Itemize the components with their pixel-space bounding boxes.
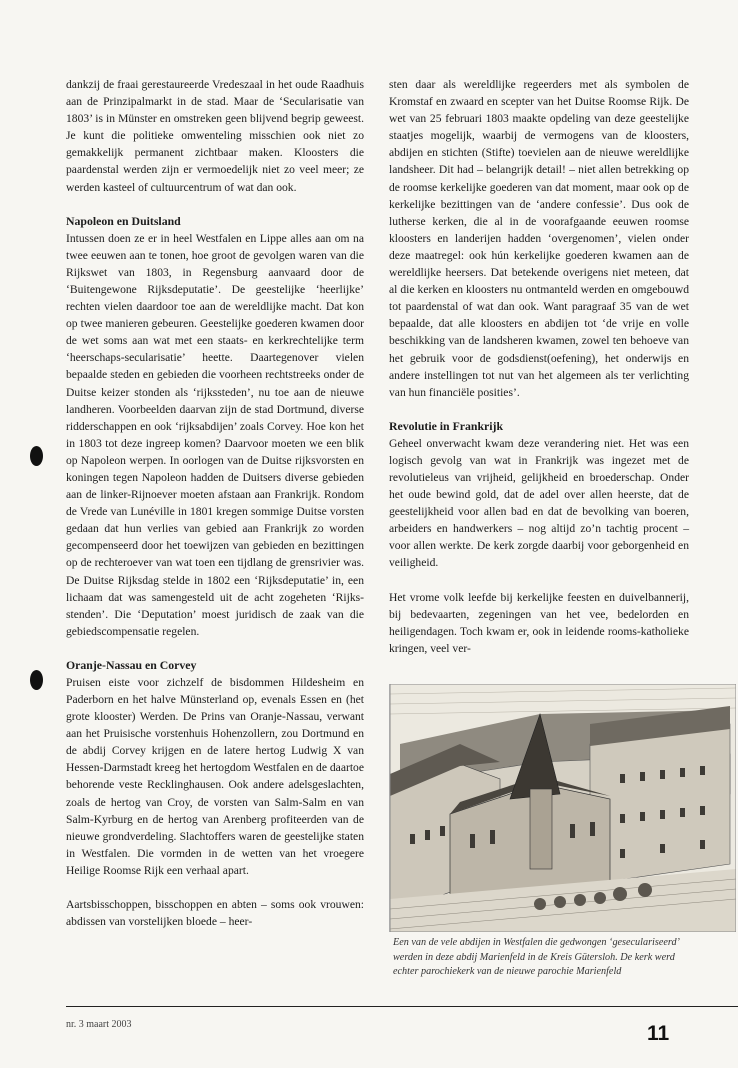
paragraph: Geheel onverwacht kwam deze verandering niet. Het was een logisch gevolg van wat in Frankrijk was ingezet met de revolutieleus van vrijheid, gelijkheid en broederschap. Onder het oude bewind gold, dat de adel over allen heerste, dat de geestelijkheid voor allen bad en dat de bevolking van boeren, arbeiders en handwerkers – nog altijd zo’n tachtig procent – voor allen werkte. De kerk zorgde daarbij voor geborgenheid en veiligheid. <box>389 436 689 570</box>
paragraph: dankzij de fraai gerestaureerde Vredeszaal in het oude Raadhuis aan de Prinzipalmarkt in de stad. Maar de ‘Secularisatie van 1803’ is in Münster en omstreken geen blijvend begrip geweest. Je kunt die politieke omwenteling misschien ook niet zo gemakkelijk permanent zichtbaar maken. Kloosters die paardenstal werden zijn er vermoedelijk niet zo veel meer; ze werden kasteel of cultuurcentrum of wat dan ook. <box>66 78 364 194</box>
paragraph: Intussen doen ze er in heel Westfalen en Lippe alles aan om na twee eeuwen aan te tonen, hoe groot de gevolgen waren van die Rijkswet van 1803, in Regensburg aanvaard door de ‘Buitengewone Rijksdeputatie’. De geestelijke ‘heerlijke’ rechten vielen daardoor toe aan de wereldlijke macht. Dat kon op twee manieren gebeuren. Geestelijke goederen kwamen door de wet soms aan wat met een staats- en kerkrechtelijke term ‘heerschaps-secularisatie’ heette. Daartegenover vielen bepaalde steden en gebieden die voorheen rechtstreeks onder de Duitse keizer stonden als ‘rijkssteden’, nu toe aan de nieuwe landheren. Voorbeelden daarvan zijn de stad Dortmund, diverse ridderschappen en ook ‘rijksabdijen’ zoals Corvey. Hoe kon het in 1803 tot deze ingreep komen? Daarvoor moeten we een blik op Napoleon werpen. In oorlogen van de Duitse rijksvorsten en koningen tegen Napoleon hadden de Duitsers diverse gebieden aan de linker-Rijnoever moeten afstaan aan Frankrijk. Rondom de Vrede van Lunéville in 1801 kregen sommige Duitse vorsten gedaan dat hun verlies van gebied aan Frankrijk zo worden gecompenseerd door het toewijzen van gebieden en bezittingen op de rechteroever van wat toen een tijdlang de grensrivier was. De Duitse Rijksdag stelde in 1802 een ‘Rijksdeputatie’ in, een lichaam dat was samengesteld uit de acht zogeheten ‘Rijks-stenden’. Die ‘Deputation’ moest juridisch de zaak van die gebiedscompensatie regelen. <box>66 231 364 638</box>
abbey-illustration <box>389 684 736 932</box>
abbey-engraving <box>390 684 736 932</box>
paragraph: Aartsbisschoppen, bisschoppen en abten – soms ook vrouwen: abdissen van vorstelijken bloede – heer- <box>66 898 364 929</box>
paragraph: Het vrome volk leefde bij kerkelijke feesten en duivelbannerij, bij bedevaarten, zegeningen van het vee, bedelorden en heiligendagen. Toch kwam er, ook in leidende rooms-katholieke kringen, veel ver- <box>389 590 689 655</box>
issue-label: nr. 3 maart 2003 <box>66 1019 132 1030</box>
right-column <box>389 76 689 674</box>
binder-hole-bottom <box>30 670 43 690</box>
section-heading: Napoleon en Duitsland <box>66 213 181 228</box>
page-number: 11 <box>647 1022 670 1045</box>
footer-rule <box>66 1006 738 1007</box>
figure-caption: Een van de vele abdijen in Westfalen die gedwongen ‘geseculariseerd’ werden in deze abdij Marienfeld in de Kreis Gütersloh. De kerk werd echter parochiekerk van de nieuwe parochie Marienfeld <box>393 937 679 977</box>
left-column <box>66 76 364 947</box>
section-heading: Revolutie in Frankrijk <box>389 418 504 433</box>
section-heading: Oranje-Nassau en Corvey <box>66 657 197 672</box>
paragraph: Pruisen eiste voor zichzelf de bisdommen Hildesheim en Paderborn en het halve Münsterland op, evenals Essen en (het grote klooster) Werden. De Prins van Oranje-Nassau, verwant aan het Pruisische vorstenhuis Hohenzollern, zou Dortmund en de abdij Corvey krijgen en de latere hertog Ludwig X van Hessen-Darmstadt kreeg het hertogdom Westfalen en de daartoe behorende veste Recklinghausen. Ook andere adelsgeslachten, zoals de hertog van Croy, de vorsten van Salm-Salm en van Salm-Kyrburg en de hertog van Arenberg profiteerden van de nieuwe grondverdeling. Slachtoffers waren de geestelijke staten in Westfalen. Die vormden in de wetten van het vroegere Heilige Roomse Rijk een verhaal apart. <box>66 675 364 877</box>
binder-hole-top <box>30 446 43 466</box>
paragraph: sten daar als wereldlijke regeerders met als symbolen de Kromstaf en zwaard en scepter van het Duitse Roomse Rijk. De wet van 25 februari 1803 maakte opdeling van deze geestelijke staatjes mogelijk, waarbij de vermogens van de kloosters, abdijen en stichten (Stifte) toevielen aan de nieuwe wereldlijke landsheer. Dit had – belangrijk detail! – niet allen betrekking op de roomse kerkelijke goederen van dat moment, maar ook op de kerkelijke bezittingen van de ‘andere confessie’. Dus ook de lutherse kerken, die al in de voorafgaande eeuwen roomse kloosters en landerijen hadden ‘overgenomen’, vielen onder deze maatregel: ook hún kerkelijke goederen kwamen aan de wereldlijke heersers. Dat betekende overigens niet meteen, dat al die kerken en kloosters nu ontmanteld werden en omgebouwd tot paardenstal of wat dan ook. Want paragraaf 35 van de wet bepaalde, dat alle kloosters en abdijen tot ‘de vrije en volle beschikking van de landsheren kwamen, zowel ten behoeve van het gebruik voor de godsdienst(oefening), het onderwijs en andere instellingen tot nut van het algemeen als ter verlichting van hun financiële posities’. <box>389 78 689 399</box>
